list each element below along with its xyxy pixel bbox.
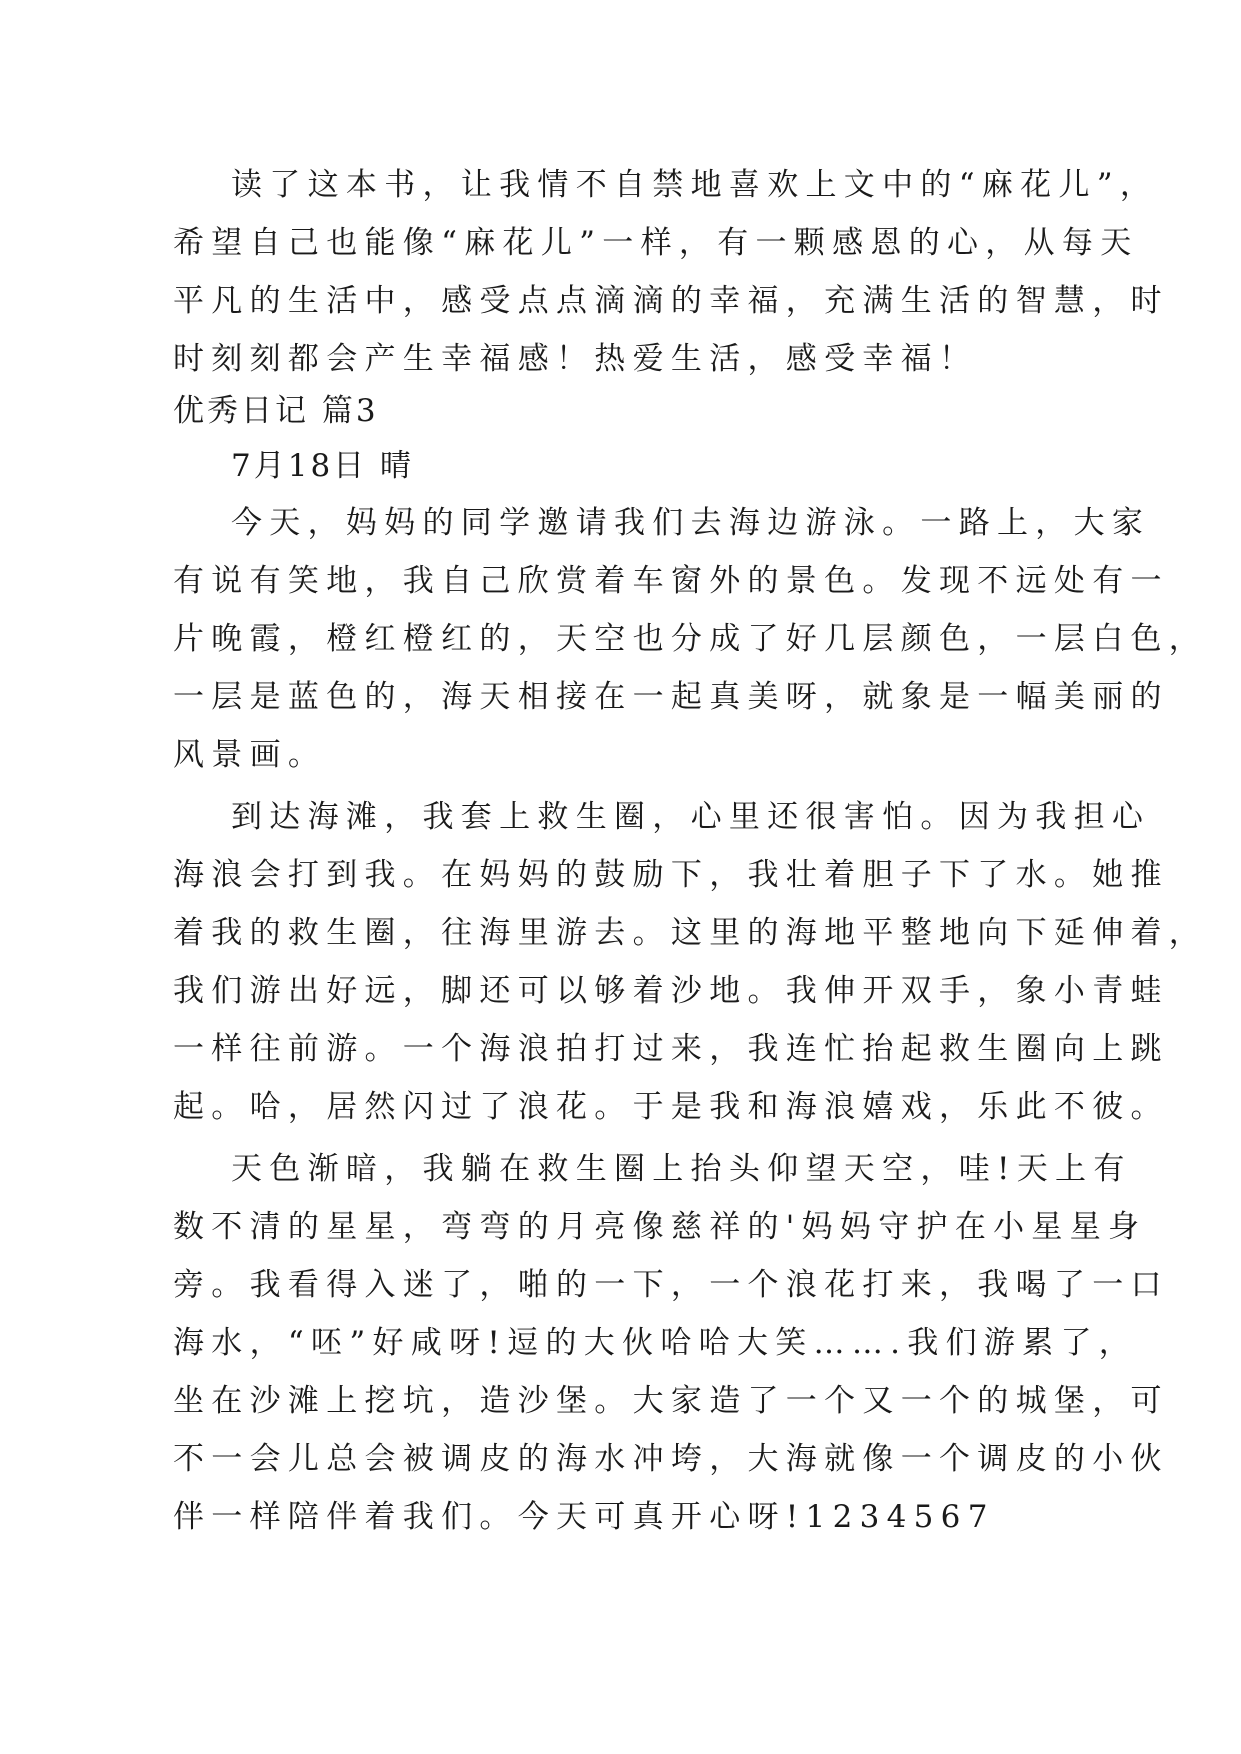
paragraph-2-line-3: 片晚霞，橙红橙红的，天空也分成了好几层颜色，一层白色， — [173, 621, 1208, 657]
paragraph-4-line-2: 数不清的星星，弯弯的月亮像慈祥的'妈妈守护在小星星身 — [173, 1209, 1147, 1245]
paragraph-3-line-3: 着我的救生圈，往海里游去。这里的海地平整地向下延伸着， — [173, 915, 1208, 951]
paragraph-4-line-4: 海水，“呸”好咸呀!逗的大伙哈哈大笑…….我们游累了， — [173, 1325, 1138, 1361]
paragraph-4-line-7: 伴一样陪伴着我们。今天可真开心呀!1234567 — [173, 1499, 995, 1535]
paragraph-4-line-1: 天色渐暗，我躺在救生圈上抬头仰望天空，哇!天上有 — [231, 1151, 1132, 1187]
paragraph-2-line-4: 一层是蓝色的，海天相接在一起真美呀，就象是一幅美丽的 — [173, 679, 1169, 715]
paragraph-4-line-3: 旁。我看得入迷了，啪的一下，一个浪花打来，我喝了一口 — [173, 1267, 1169, 1303]
paragraph-3-line-1: 到达海滩，我套上救生圈，心里还很害怕。因为我担心 — [231, 799, 1151, 835]
paragraph-2-line-1: 今天，妈妈的同学邀请我们去海边游泳。一路上，大家 — [231, 505, 1151, 541]
paragraph-2-line-5: 风景画。 — [173, 737, 327, 773]
paragraph-3-line-2: 海浪会打到我。在妈妈的鼓励下，我壮着胆子下了水。她推 — [173, 857, 1169, 893]
paragraph-1-line-4: 时刻刻都会产生幸福感！热爱生活，感受幸福！ — [173, 341, 978, 377]
paragraph-2-line-2: 有说有笑地，我自己欣赏着车窗外的景色。发现不远处有一 — [173, 563, 1169, 599]
paragraph-1-line-1: 读了这本书，让我情不自禁地喜欢上文中的“麻花儿”， — [231, 167, 1159, 203]
entry-date: 7月18日 晴 — [231, 448, 415, 484]
paragraph-3-line-6: 起。哈，居然闪过了浪花。于是我和海浪嬉戏，乐此不彼。 — [173, 1089, 1169, 1125]
paragraph-3-line-5: 一样往前游。一个海浪拍打过来，我连忙抬起救生圈向上跳 — [173, 1031, 1169, 1067]
paragraph-1-line-3: 平凡的生活中，感受点点滴滴的幸福，充满生活的智慧，时 — [173, 283, 1169, 319]
paragraph-3-line-4: 我们游出好远，脚还可以够着沙地。我伸开双手，象小青蛙 — [173, 973, 1169, 1009]
paragraph-4-line-6: 不一会儿总会被调皮的海水冲垮，大海就像一个调皮的小伙 — [173, 1441, 1169, 1477]
paragraph-4-line-5: 坐在沙滩上挖坑，造沙堡。大家造了一个又一个的城堡，可 — [173, 1383, 1169, 1419]
paragraph-1-line-2: 希望自己也能像“麻花儿”一样，有一颗感恩的心，从每天 — [173, 225, 1139, 261]
entry-heading: 优秀日记 篇3 — [173, 393, 379, 429]
